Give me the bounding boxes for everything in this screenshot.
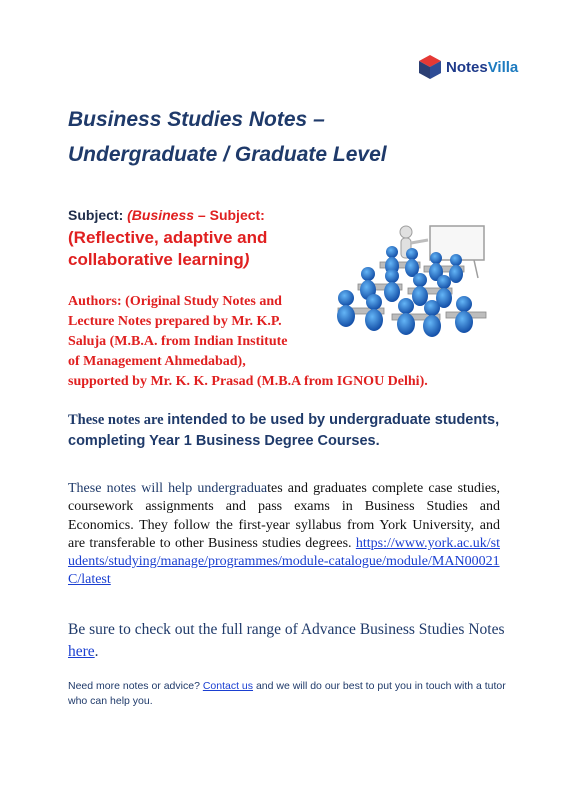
logo-notes-text: Notes xyxy=(446,58,488,76)
subject-label: Subject: xyxy=(68,207,124,223)
authors-line-5: supported by Mr. K. K. Prasad (M.B.A from IGNOU Delhi). xyxy=(68,374,428,389)
logo-text xyxy=(446,59,518,76)
subject-line3-close: ) xyxy=(243,250,250,269)
help-lead: These notes will help undergradua xyxy=(68,481,268,496)
subject-dash-subject: – Subject: xyxy=(194,207,265,223)
besure-text: Be sure to check out the full range of Advance Business Studies Notes xyxy=(68,621,505,638)
page-title-line2: Undergraduate / Graduate Level xyxy=(68,143,387,166)
cube-logo-icon xyxy=(418,54,442,80)
authors-line-1: Authors: (Original Study Notes and xyxy=(68,294,282,309)
subject-line2: (Reflective, adaptive and xyxy=(68,228,268,247)
authors-line-4: of Management Ahmedabad), xyxy=(68,354,246,369)
intended-paragraph xyxy=(68,410,502,452)
contact-us-link[interactable]: Contact us xyxy=(202,680,254,692)
needmore-text2: and we will do our best to put you in touch with a tutor who can help you. xyxy=(68,680,506,707)
besure-paragraph xyxy=(68,619,508,663)
intended-part1: These notes are xyxy=(68,412,168,428)
subject-line xyxy=(68,207,265,223)
page-title-line1: Business Studies Notes – xyxy=(68,108,325,131)
need-more-paragraph xyxy=(68,679,508,709)
help-body: tes and graduates complete case studies, coursework assignments and pass exams in Business Studies and Economics. They follow the first-year syllabus from York University, and are transferable to other Business studies degrees. xyxy=(68,481,500,551)
besure-end: . xyxy=(94,643,99,660)
logo-villa-text: Villa xyxy=(487,58,519,76)
subject-open-paren: ( xyxy=(127,207,132,223)
help-paragraph xyxy=(68,480,500,590)
needmore-text1: Need more notes or advice? xyxy=(68,680,203,692)
authors-block xyxy=(68,292,428,392)
subject-business: Business xyxy=(131,207,195,223)
subject-line3 xyxy=(68,250,249,270)
subject-line3-text: collaborative learning xyxy=(68,250,244,269)
here-link[interactable]: here xyxy=(68,643,95,660)
authors-line-3: Saluja (M.B.A. from Indian Institute xyxy=(68,334,288,349)
york-module-link[interactable]: https://www.york.ac.uk/students/studying/manage/programmes/module-catalogue/module/MAN00021C/latest xyxy=(68,535,500,588)
authors-line-2: Lecture Notes prepared by Mr. K.P. xyxy=(68,314,282,329)
notesvilla-logo[interactable] xyxy=(418,54,518,80)
intended-part2: intended to be used by undergraduate students, completing Year 1 Business Degree Courses. xyxy=(68,412,500,449)
